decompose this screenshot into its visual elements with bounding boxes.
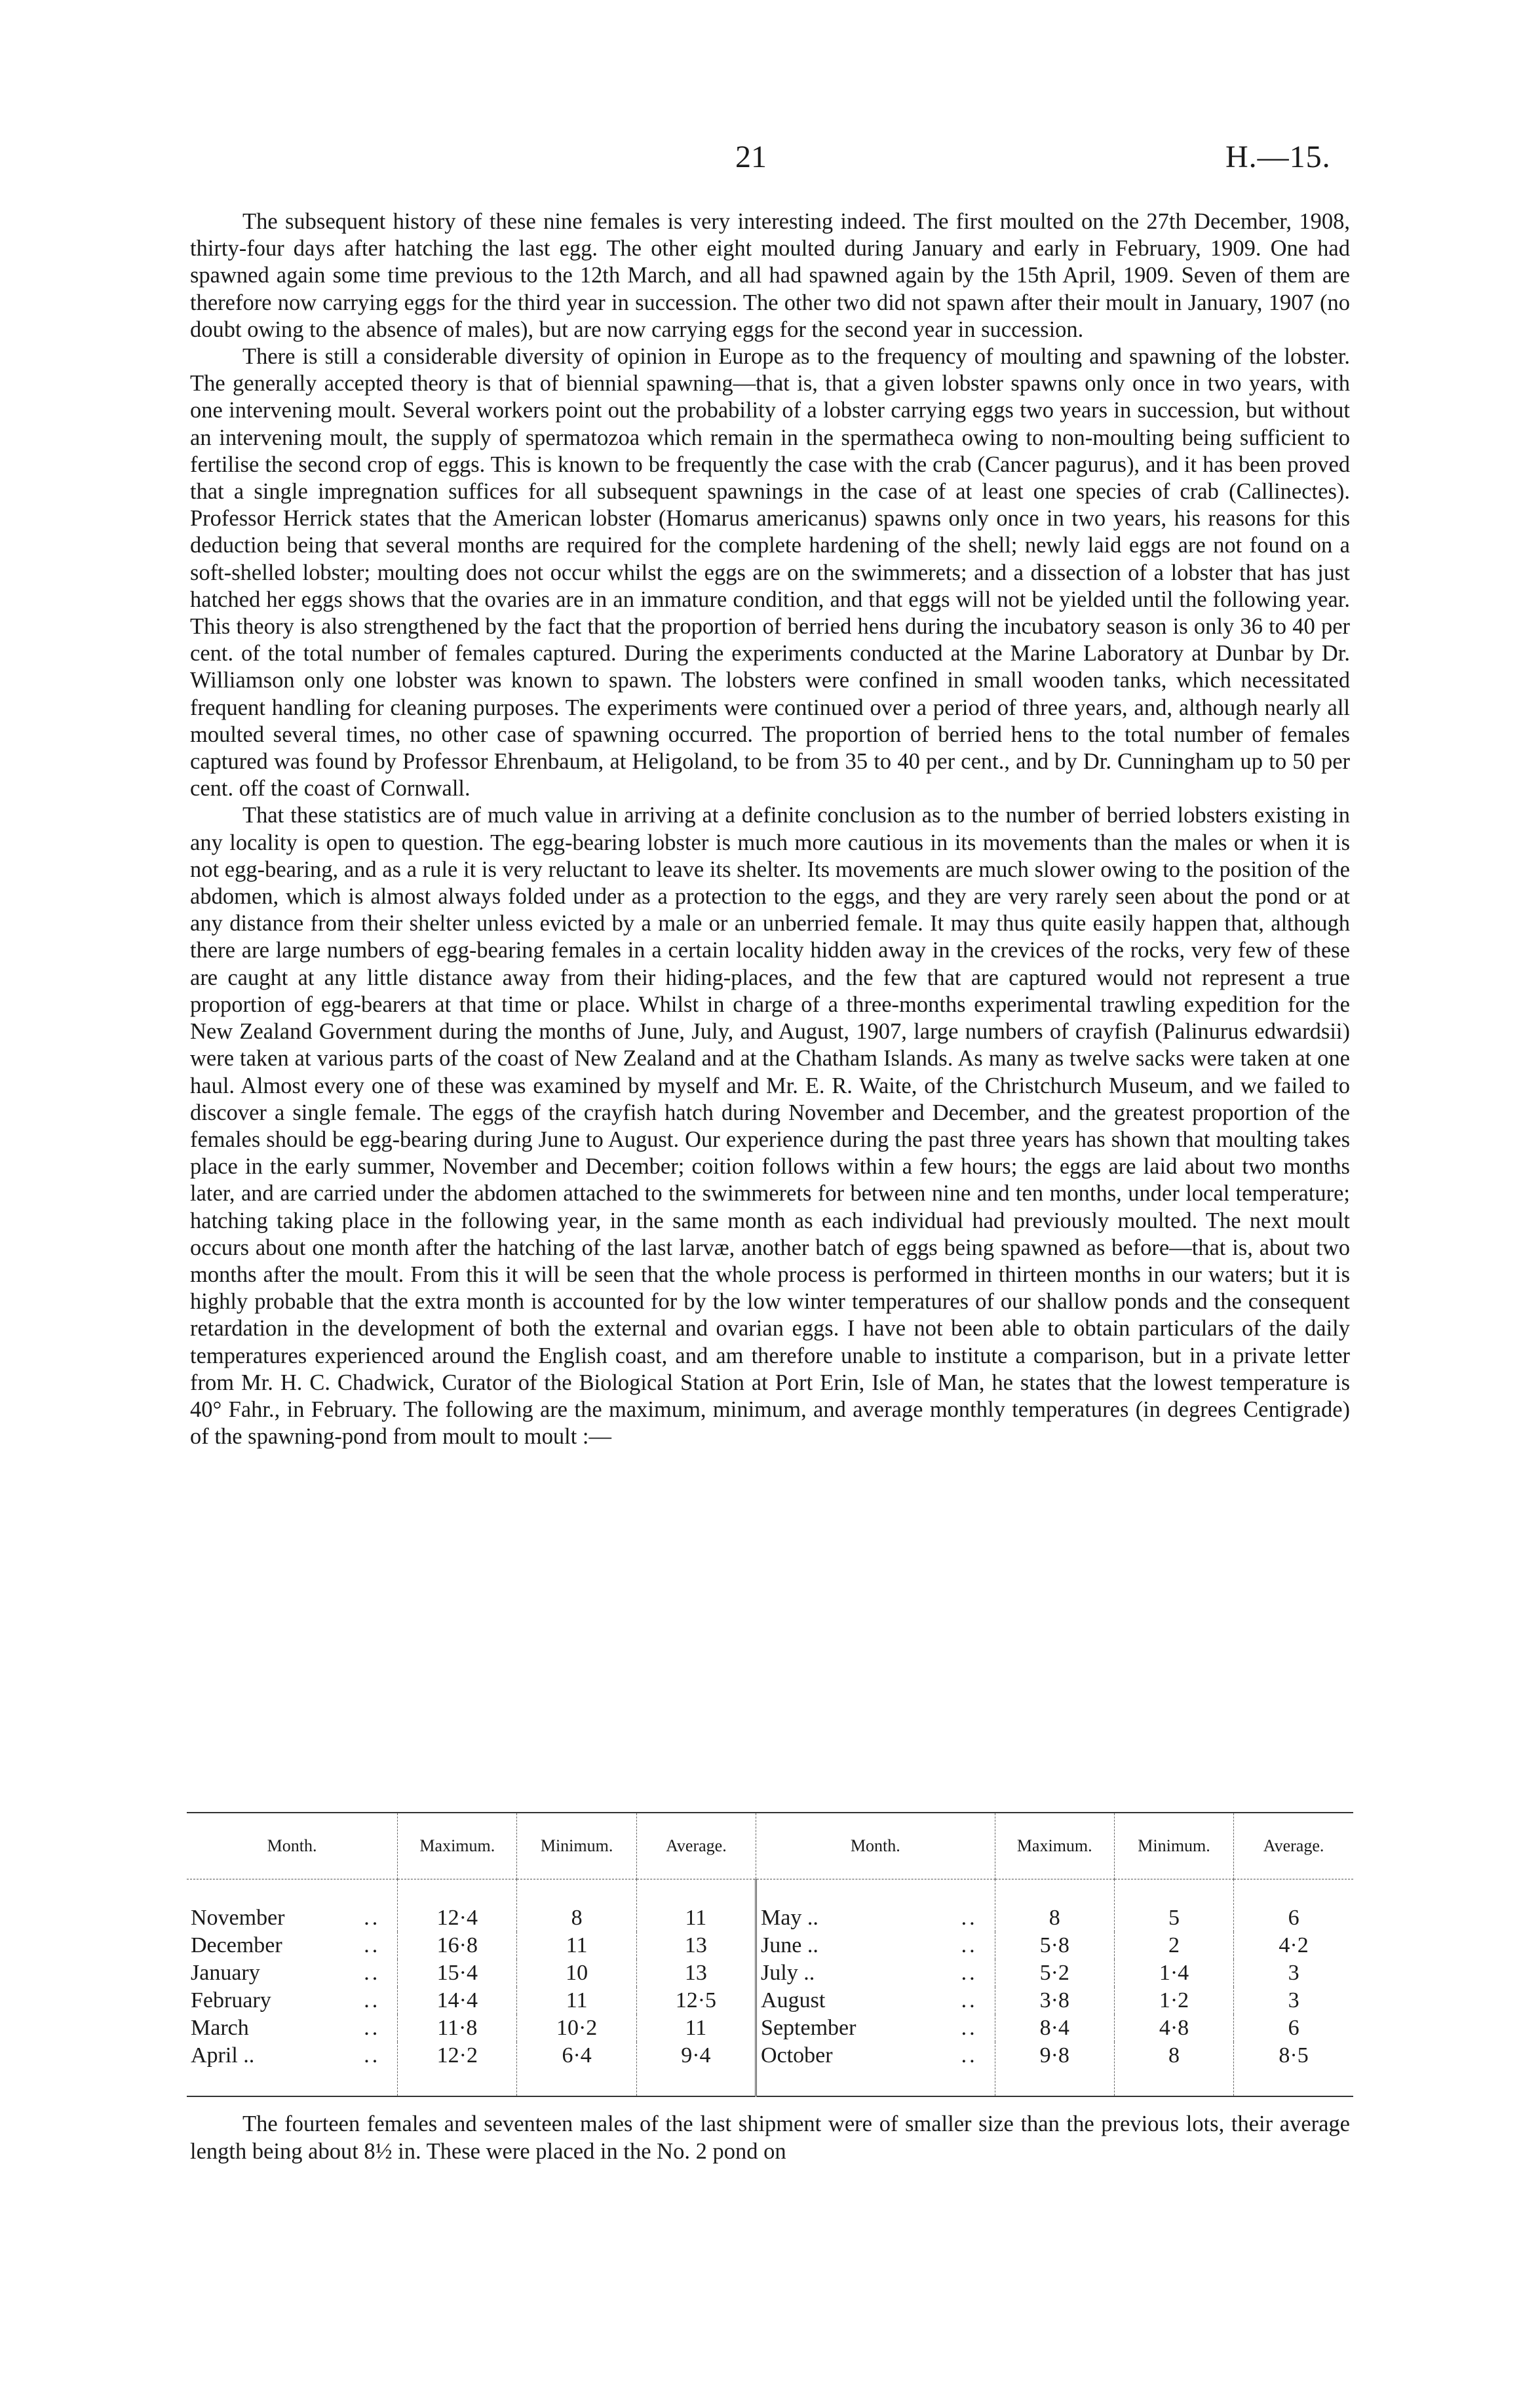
minimum-cell: 1·4	[1114, 1959, 1233, 1987]
month-cell: September ..	[756, 2014, 995, 2042]
leader-dots: ..	[364, 1906, 381, 1930]
maximum-cell: 12·4	[398, 1879, 517, 1933]
maximum-cell: 12·2	[398, 2042, 517, 2096]
maximum-cell: 15·4	[398, 1959, 517, 1987]
leader-dots: ..	[961, 1988, 978, 2012]
leader-dots: ..	[364, 2016, 381, 2040]
column-header: Month.	[756, 1813, 995, 1879]
leader-dots: ..	[961, 1933, 978, 1957]
average-cell: 6	[1288, 1906, 1299, 1930]
minimum-cell: 8	[517, 1879, 636, 1933]
table-row	[187, 2014, 1353, 2042]
table-row	[187, 1879, 1353, 1933]
column-header: Minimum.	[1114, 1813, 1233, 1879]
month-cell: January ..	[187, 1959, 398, 1987]
month-cell: February ..	[187, 1987, 398, 2014]
minimum-cell: 5	[1114, 1879, 1233, 1933]
month-cell: June .. ..	[756, 1932, 995, 1959]
month-cell: October ..	[756, 2042, 995, 2096]
column-header: Maximum.	[995, 1813, 1114, 1879]
page-number: 21	[735, 140, 767, 174]
body-text	[190, 208, 1350, 1450]
minimum-cell: 8	[1114, 2042, 1233, 2096]
average-cell: 3	[1288, 1988, 1299, 2012]
trailing-paragraph: The fourteen females and seventeen males of the last shipment were of smaller size than the previous lots, their average length being about 8½ in. These were placed in the No. 2 pond on	[190, 2111, 1350, 2164]
month-cell: August ..	[756, 1987, 995, 2014]
minimum-cell: 11	[517, 1987, 636, 2014]
temperature-table-wrapper	[187, 1812, 1353, 2097]
minimum-cell: 11	[517, 1932, 636, 1959]
leader-dots: ..	[364, 1988, 381, 2012]
paragraph: There is still a considerable diversity of opinion in Europe as to the frequency of moulting and spawning of the lobster. The generally accepted theory is that of biennial spawning—that is, that a given lobster spawns only once in two years, with one intervening moult. Several workers point out the probability of a lobster carrying eggs two years in succession, but without an intervening moult, the supply of spermatozoa which remain in the spermatheca owing to non-moulting being sufficient to fertilise the second crop of eggs. This is known to be frequently the case with the crab (Cancer pagurus), and it has been proved that a single impregnation suffices for all subsequent spawnings in the case of at least one species of crab (Callinectes). Professor Herrick states that the American lobster (Homarus americanus) spawns only once in two years, his reasons for this deduction being that several months are required for the complete hardening of the shell; newly laid eggs are not found on a soft-shelled lobster; moulting does not occur whilst the eggs are on the swimmerets; and a dissection of a lobster that has just hatched her eggs shows that the ovaries are in an immature condition, and that eggs will not be yielded until the following year. This theory is also strengthened by the fact that the proportion of berried hens during the incubatory season is only 36 to 40 per cent. of the total number of females captured. During the experiments conducted at the Marine Laboratory at Dunbar by Dr. Williamson only one lobster was known to spawn. The lobsters were confined in small wooden tanks, which necessitated frequent handling for cleaning purposes. The experiments were continued over a period of three years, and, although nearly all moulted several times, no other case of spawning occurred. The proportion of berried hens to the total number of females captured was found by Professor Ehrenbaum, at Heligoland, to be from 35 to 40 per cent., and by Dr. Cunningham up to 50 per cent. off the coast of Cornwall.	[190, 344, 1350, 801]
table-header-row	[187, 1813, 1353, 1879]
column-header: Maximum.	[398, 1813, 517, 1879]
average-cell: 11	[636, 2014, 756, 2042]
leader-dots: ..	[961, 1906, 978, 1930]
paragraph: The subsequent history of these nine females is very interesting indeed. The first moulted on the 27th December, 1908, thirty-four days after hatching the last egg. The other eight moulted during January and early in February, 1909. One had spawned again some time previous to the 12th March, and all had spawned again by the 15th April, 1909. Seven of them are therefore now carrying eggs for the third year in succession. The other two did not spawn after their moult in January, 1907 (no doubt owing to the absence of males), but are now carrying eggs for the second year in succession.	[190, 209, 1350, 342]
document-code: H.—15.	[1225, 140, 1331, 174]
leader-dots: ..	[961, 2043, 978, 2068]
minimum-cell: 1·2	[1114, 1987, 1233, 2014]
column-header: Average.	[636, 1813, 756, 1879]
average-cell: 9·4	[636, 2042, 756, 2096]
average-cell: 8·5	[1279, 2043, 1309, 2068]
minimum-cell: 2	[1114, 1932, 1233, 1959]
average-cell: 4·2	[1279, 1933, 1309, 1957]
maximum-cell: 3·8	[995, 1987, 1114, 2014]
leader-dots: ..	[364, 1933, 381, 1957]
minimum-cell: 6·4	[517, 2042, 636, 2096]
column-header: Minimum.	[517, 1813, 636, 1879]
maximum-cell: 16·8	[398, 1932, 517, 1959]
month-cell: April .. ..	[187, 2042, 398, 2096]
table-row	[187, 1987, 1353, 2014]
maximum-cell: 9·8	[995, 2042, 1114, 2096]
leader-dots: ..	[364, 2043, 381, 2068]
month-cell: July .. ..	[756, 1959, 995, 1987]
leader-dots: ..	[961, 2016, 978, 2040]
maximum-cell: 14·4	[398, 1987, 517, 2014]
average-cell: 11	[636, 1879, 756, 1933]
paragraph: That these statistics are of much value in arriving at a definite conclusion as to the number of berried lobsters existing in any locality is open to question. The egg-bearing lobster is much more cautious in its movements than the males or when it is not egg-bearing, and as a rule it is very reluctant to leave its shelter. Its movements are much slower owing to the position of the abdomen, which is almost always folded under as a protection to the eggs, and they are very rarely seen about the pond or at any distance from their shelter unless evicted by a male or an unberried female. It may thus quite easily happen that, although there are large numbers of egg-bearing females in a certain locality hidden away in the crevices of the rocks, very few of these are caught at any little distance away from their hiding-places, and the few that are captured would not represent a true proportion of egg-bearers at that time or place. Whilst in charge of a three-months experimental trawling expedition for the New Zealand Government during the months of June, July, and August, 1907, large numbers of crayfish (Palinurus edwardsii) were taken at various parts of the coast of New Zealand and at the Chatham Islands. As many as twelve sacks were taken at one haul. Almost every one of these was examined by myself and Mr. E. R. Waite, of the Christchurch Museum, and we failed to discover a single female. The eggs of the crayfish hatch during November and December, and the greatest proportion of the females should be egg-bearing during June to August. Our experience during the past three years has shown that moulting takes place in the early summer, November and December; coition follows within a few hours; the eggs are laid about two months later, and are carried under the abdomen attached to the swimmerets for between nine and ten months, under local temperature; hatching taking place in the following year, in the same month as each individual had previously moulted. The next moult occurs about one month after the hatching of the last larvæ, another batch of eggs being spawned as before—that is, about two months after the moult. From this it will be seen that the whole process is performed in thirteen months in our waters; but it is highly probable that the extra month is accounted for by the low winter temperatures of our shallow ponds and the consequent retardation in the development of both the external and ovarian eggs. I have not been able to obtain particulars of the daily temperatures experienced around the English coast, and am therefore unable to institute a comparison, but in a private letter from Mr. H. C. Chadwick, Curator of the Biological Station at Port Erin, Isle of Man, he states that the lowest temperature is 40° Fahr., in February. The following are the maximum, minimum, and average monthly temperatures (in degrees Centigrade) of the spawning-pond from moult to moult :—	[190, 803, 1350, 1450]
table-row	[187, 1959, 1353, 1987]
minimum-cell: 10	[517, 1959, 636, 1987]
average-cell: 3	[1288, 1961, 1299, 1985]
maximum-cell: 5·8	[995, 1932, 1114, 1959]
leader-dots: ..	[364, 1961, 381, 1985]
maximum-cell: 8	[995, 1879, 1114, 1933]
month-cell: December ..	[187, 1932, 398, 1959]
temperature-table	[187, 1812, 1353, 2097]
column-header: Month.	[187, 1813, 398, 1879]
table-row	[187, 2042, 1353, 2096]
minimum-cell: 10·2	[517, 2014, 636, 2042]
month-cell: March ..	[187, 2014, 398, 2042]
leader-dots: ..	[961, 1961, 978, 1985]
maximum-cell: 5·2	[995, 1959, 1114, 1987]
table-row	[187, 1932, 1353, 1959]
average-cell: 13	[636, 1932, 756, 1959]
maximum-cell: 8·4	[995, 2014, 1114, 2042]
average-cell: 6	[1288, 2016, 1299, 2040]
average-cell: 13	[636, 1959, 756, 1987]
maximum-cell: 11·8	[398, 2014, 517, 2042]
month-cell: May .. ..	[756, 1879, 995, 1933]
column-header: Average.	[1234, 1813, 1353, 1879]
month-cell: November ..	[187, 1879, 398, 1933]
minimum-cell: 4·8	[1114, 2014, 1233, 2042]
average-cell: 12·5	[636, 1987, 756, 2014]
